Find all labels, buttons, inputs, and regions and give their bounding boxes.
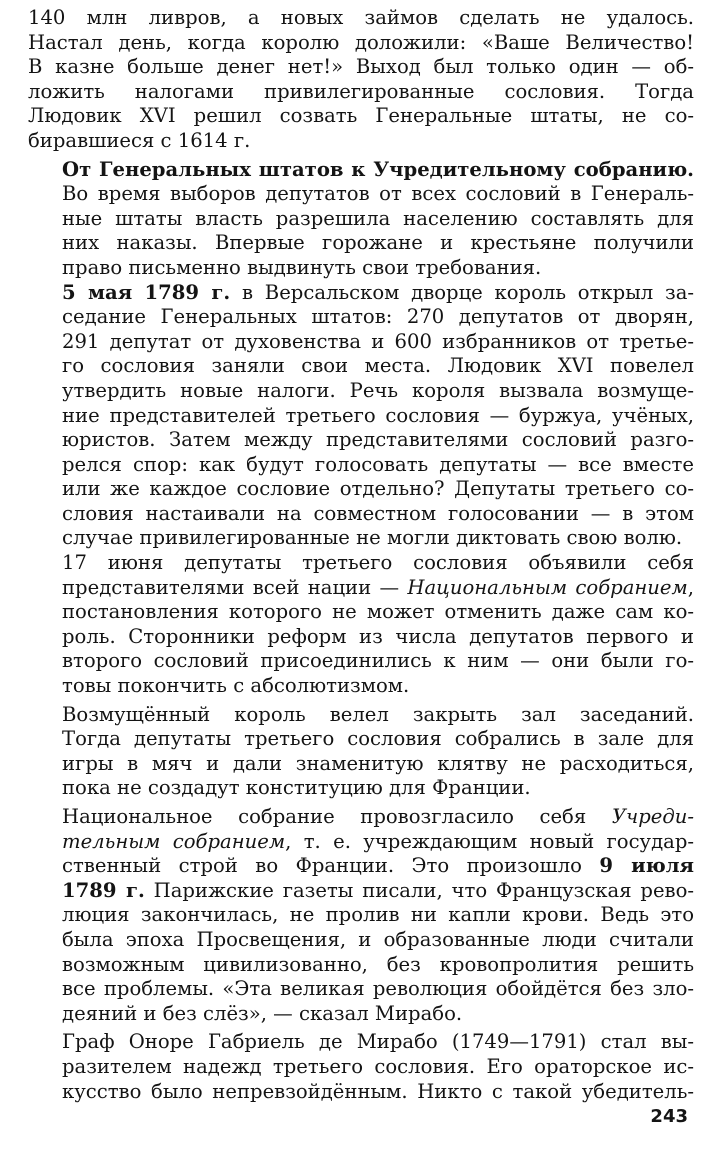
text-line: товы покончить с абсолютизмом.	[62, 674, 410, 698]
date-bold: 5 мая 1789 г.	[62, 280, 231, 304]
paragraph-5	[28, 703, 694, 801]
text-line: седание Генеральных штатов: 270 депутатов от дворян,	[62, 305, 694, 329]
text-line: случае привилегированные не могли диктовать свою волю.	[62, 526, 683, 550]
text-line: возможным цивилизованно, без кровопролития решить	[62, 952, 694, 976]
text-line: Настал день, когда королю доложили: «Ваше Величество!	[28, 30, 694, 54]
text-line: все проблемы. «Эта великая революция обойдётся без зло-	[62, 977, 694, 1001]
text-line: них наказы. Впервые горожане и крестьяне получили	[62, 231, 694, 255]
text-line: Национальное собрание провозгласило себя Учреди-	[62, 805, 694, 828]
text-line: 140 млн ливров, а новых займов сделать не удалось.	[28, 6, 694, 29]
text-line: Людовик XVI решил созвать Генеральные штаты, не со-	[28, 104, 694, 128]
paragraph-3	[28, 281, 694, 552]
text-line: Граф Оноре Габриель де Мирабо (1749—1791) стал вы-	[62, 1030, 694, 1054]
text-line: люция закончилась, не пролив ни капли крови. Ведь это	[62, 903, 694, 927]
page-number: 243	[650, 1106, 688, 1127]
paragraph-1	[28, 6, 694, 154]
text-line: право письменно выдвинуть свои требования.	[62, 255, 542, 279]
date-bold: 1789 г.	[62, 878, 145, 902]
text-line: разителем надежд третьего сословия. Его ораторское ис-	[62, 1054, 694, 1078]
term-italic: тельным собранием	[62, 829, 286, 853]
text-line: 17 июня депутаты третьего сословия объявили себя	[62, 551, 694, 575]
text-line: роль. Сторонники реформ из числа депутатов первого и	[62, 624, 694, 648]
paragraph-2	[28, 158, 694, 281]
text-line: пока не создадут конституцию для Франции.	[62, 776, 531, 800]
text-line: игры в мяч и дали знаменитую клятву не расходиться,	[62, 751, 694, 775]
text-line: ственный строй во Франции. Это произошло 9 июля	[62, 854, 694, 878]
text-line: была эпоха Просвещения, и образованные люди считали	[62, 927, 694, 951]
text-line: ние представителей третьего сословия — буржуа, учёных,	[62, 403, 694, 427]
text-line: ные штаты власть разрешила населению составлять для	[62, 206, 694, 230]
text-line: словия настаивали на совместном голосовании — в этом	[62, 501, 694, 525]
text-line: Во время выборов депутатов от всех сословий в Генераль-	[62, 182, 694, 206]
text-line: 5 мая 1789 г. в Версальском дворце король открыл за-	[62, 280, 694, 304]
text-line: юристов. Затем между представителями сословий разго-	[62, 428, 694, 452]
text-line: второго сословий присоединились к ним — они были го-	[62, 649, 694, 673]
text-line: кусство было непревзойдённым. Никто с такой убедитель-	[62, 1079, 694, 1103]
text-line: В казне больше денег нет!» Выход был только один — об-	[28, 55, 694, 79]
text-line: ложить налогами привилегированные сословия. Тогда	[28, 79, 694, 103]
body-text	[28, 6, 694, 1104]
text-line: Возмущённый король велел закрыть зал заседаний.	[62, 702, 694, 726]
paragraph-7	[28, 1030, 694, 1104]
paragraph-6	[28, 805, 694, 1026]
section-heading: От Генеральных штатов к Учредительному собранию.	[62, 157, 694, 181]
term-italic: Национальным собранием	[407, 575, 688, 599]
text-line: биравшиеся с 1614 г.	[28, 128, 251, 152]
paragraph-4	[28, 551, 694, 699]
date-bold: 9 июля	[599, 854, 694, 878]
text-line: представителями всей нации — Национальным собранием,	[62, 575, 694, 599]
text-line: релся спор: как будут голосовать депутаты — все вместе	[62, 452, 694, 476]
text-line: тельным собранием, т. е. учреждающим новый государ-	[62, 829, 694, 853]
text-line: деяний и без слёз», — сказал Мирабо.	[62, 1001, 463, 1025]
text-line: 1789 г. Парижские газеты писали, что Французская рево-	[62, 878, 695, 902]
text-line: го сословия заняли свои места. Людовик XVI повелел	[62, 354, 694, 378]
text-line: 291 депутат от духовенства и 600 избранников от третье-	[62, 329, 694, 353]
text-line	[28, 158, 694, 183]
text-line: постановления которого не может отменить даже сам ко-	[62, 600, 694, 624]
text-line: или же каждое сословие отдельно? Депутаты третьего со-	[62, 477, 694, 501]
text-line: утвердить новые налоги. Речь короля вызвала возмуще-	[62, 378, 694, 402]
text-line: Тогда депутаты третьего сословия собрались в зале для	[62, 727, 694, 751]
term-italic: Учреди-	[611, 805, 694, 828]
